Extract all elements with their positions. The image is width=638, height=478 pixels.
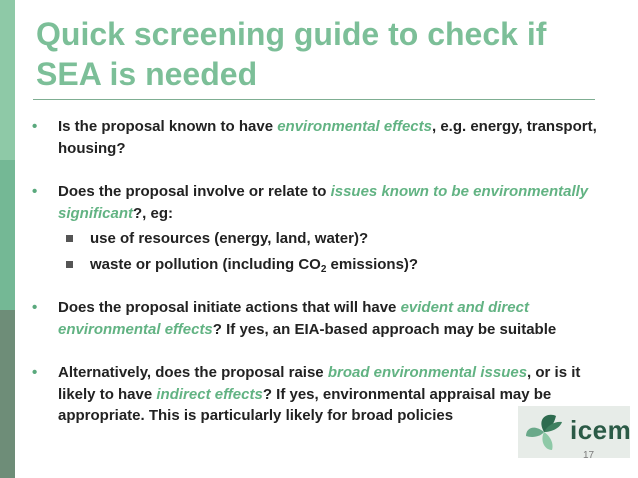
slide-title-line-2: SEA is needed: [36, 56, 258, 92]
side-accent-bar-bottom: [0, 310, 15, 478]
highlighted-term: evident and direct environmental effects: [58, 299, 529, 338]
logo-wordmark: icem: [570, 415, 632, 445]
highlighted-term: broad environmental issues: [327, 364, 528, 381]
bullet-text: ? If yes, an EIA-based approach may be suitable: [212, 320, 557, 338]
bullet-text: , or is it likely to have: [58, 364, 581, 403]
highlighted-term: environmental effects: [277, 118, 432, 135]
bullet-text: Does the proposal involve or relate to: [58, 183, 331, 200]
sub-bullet-text: emissions)?: [326, 255, 419, 273]
sub-bullet-text: use of resources (energy, land, water)?: [90, 230, 369, 247]
bullet-text: Is the proposal known to have: [58, 118, 278, 135]
highlighted-term: issues known to be environmentally significant: [58, 183, 589, 222]
bullet-item-3: [32, 297, 620, 340]
bullet-item-1: [32, 116, 620, 159]
bullet-text: , e.g. energy, transport, housing?: [58, 118, 597, 157]
sub-bullet-item-1: [32, 228, 620, 250]
bullet-text: ? If yes, environmental appraisal may be appropriate. This is particularly likely for broad policies: [58, 385, 552, 424]
bullet-item-2: [32, 181, 620, 224]
bullet-text: Alternatively, does the proposal raise: [58, 364, 328, 381]
slide-title: [36, 14, 596, 94]
side-accent-bar-middle: [0, 160, 15, 310]
bullet-list: [32, 116, 620, 427]
sub-bullet-item-2: [32, 254, 620, 276]
bullet-text: Does the proposal initiate actions that will have: [58, 299, 401, 316]
side-accent-bar-top: [0, 0, 15, 160]
page-number: 17: [583, 450, 595, 461]
subscript: 2: [320, 263, 327, 275]
bullet-marker: •: [32, 118, 38, 135]
bullet-marker: •: [32, 364, 38, 381]
bullet-marker: •: [32, 299, 38, 316]
bullet-text: ?, eg:: [133, 204, 174, 222]
icem-logo: [518, 406, 630, 458]
square-bullet-icon: [66, 235, 73, 242]
sub-bullet-text: waste or pollution (including CO: [90, 255, 321, 273]
bullet-marker: •: [32, 183, 38, 200]
highlighted-term: indirect effects: [156, 385, 263, 403]
square-bullet-icon: [66, 261, 73, 268]
leaf-logo-icon: [522, 410, 566, 454]
title-divider: [33, 99, 595, 100]
slide-title-line-1: Quick screening guide to check if: [36, 16, 547, 52]
